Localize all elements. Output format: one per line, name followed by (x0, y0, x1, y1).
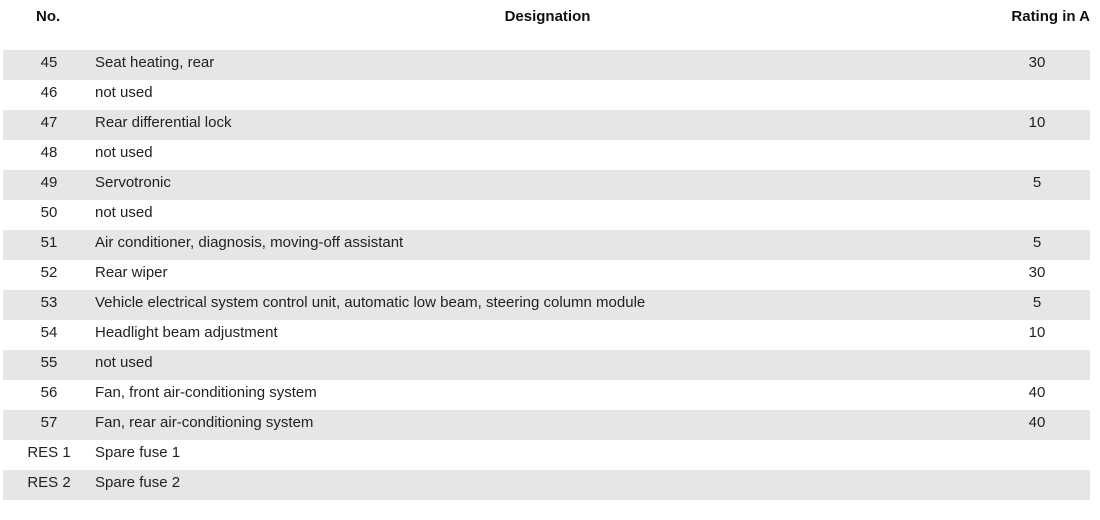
fuse-number: 51 (40, 234, 58, 251)
table-row (3, 350, 1090, 380)
fuse-designation: Air conditioner, diagnosis, moving-off assistant (95, 234, 404, 251)
table-row (3, 80, 1090, 110)
table-row (3, 230, 1090, 260)
column-header-designation: Designation (504, 8, 591, 25)
table-row (3, 380, 1090, 410)
column-header-no: No. (36, 8, 61, 25)
fuse-number: 52 (40, 264, 58, 281)
table-row (3, 410, 1090, 440)
table-row (3, 470, 1090, 500)
table-row (3, 200, 1090, 230)
fuse-rating: 10 (1028, 324, 1046, 341)
fuse-designation: Seat heating, rear (95, 54, 215, 71)
fuse-designation: not used (95, 204, 153, 221)
fuse-rating: 5 (1032, 174, 1042, 191)
fuse-number: 49 (40, 174, 58, 191)
fuse-table-body (3, 50, 1090, 500)
fuse-designation: not used (95, 84, 153, 101)
fuse-designation: Headlight beam adjustment (95, 324, 278, 341)
fuse-rating: 40 (1028, 384, 1046, 401)
fuse-rating: 10 (1028, 114, 1046, 131)
fuse-designation: Fan, front air-conditioning system (95, 384, 317, 401)
fuse-designation: not used (95, 144, 153, 161)
fuse-number: 57 (40, 414, 58, 431)
table-row (3, 140, 1090, 170)
fuse-number: 54 (40, 324, 58, 341)
table-row (3, 440, 1090, 470)
fuse-designation: Rear wiper (95, 264, 168, 281)
fuse-designation: Spare fuse 1 (95, 444, 181, 461)
fuse-number: 55 (40, 354, 58, 371)
table-row (3, 260, 1090, 290)
fuse-designation: Rear differential lock (95, 114, 232, 131)
fuse-designation: Fan, rear air-conditioning system (95, 414, 314, 431)
fuse-number: 48 (40, 144, 58, 161)
table-header (0, 0, 1100, 40)
table-row (3, 50, 1090, 80)
fuse-number: 46 (40, 84, 58, 101)
fuse-number: 53 (40, 294, 58, 311)
fuse-rating: 5 (1032, 294, 1042, 311)
table-row (3, 110, 1090, 140)
fuse-number: RES 2 (27, 474, 71, 491)
fuse-designation: Vehicle electrical system control unit, automatic low beam, steering column module (95, 294, 646, 311)
fuse-rating: 30 (1028, 264, 1046, 281)
fuse-number: 50 (40, 204, 58, 221)
fuse-number: 56 (40, 384, 58, 401)
fuse-rating: 5 (1032, 234, 1042, 251)
table-row (3, 290, 1090, 320)
column-header-rating: Rating in A (1011, 8, 1090, 25)
fuse-rating: 30 (1028, 54, 1046, 71)
fuse-designation: not used (95, 354, 153, 371)
fuse-rating: 40 (1028, 414, 1046, 431)
fuse-designation: Servotronic (95, 174, 171, 191)
table-row (3, 320, 1090, 350)
fuse-designation: Spare fuse 2 (95, 474, 181, 491)
fuse-number: RES 1 (27, 444, 71, 461)
table-row (3, 170, 1090, 200)
fuse-number: 45 (40, 54, 58, 71)
fuse-number: 47 (40, 114, 58, 131)
